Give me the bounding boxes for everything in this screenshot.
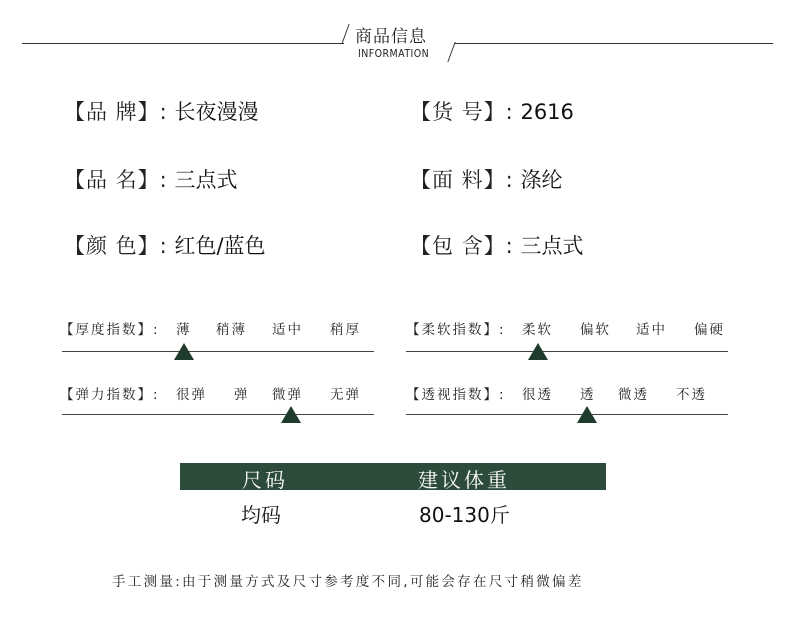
header-rule-right [455, 43, 773, 44]
info-sku [410, 96, 574, 126]
elasticity-scale-line [62, 414, 374, 415]
brand-value: 长夜漫漫 [174, 100, 259, 124]
header-rule-left [22, 43, 344, 44]
info-fabric [410, 164, 562, 194]
thickness-option: 适中 [272, 322, 303, 338]
size-table-header [180, 463, 606, 490]
name-label: 【品 名】: [64, 168, 168, 192]
cell-size: 均码 [241, 503, 281, 527]
elasticity-marker [281, 406, 301, 423]
info-package [410, 230, 583, 260]
transparency-marker [577, 406, 597, 423]
color-value: 红色/蓝色 [174, 234, 266, 258]
softness-index [406, 318, 736, 338]
elasticity-label: 【弹力指数】: [60, 387, 160, 403]
thickness-option: 稍薄 [216, 322, 247, 338]
info-color [64, 230, 266, 260]
measurement-note: 手工测量:由于测量方式及尺寸参考度不同,可能会存在尺寸稍微偏差 [112, 574, 584, 590]
softness-option: 偏硬 [694, 322, 725, 338]
cell-weight: 80-130斤 [419, 503, 510, 527]
thickness-marker [174, 343, 194, 360]
softness-option: 适中 [636, 322, 667, 338]
section-subtitle: INFORMATION [358, 48, 430, 60]
elasticity-index [60, 383, 380, 403]
brand-label: 【品 牌】: [64, 100, 168, 124]
thickness-scale-line [62, 351, 374, 352]
transparency-option: 微透 [618, 387, 649, 403]
header-weight: 建议体重 [418, 468, 510, 492]
softness-option: 偏软 [580, 322, 611, 338]
package-label: 【包 含】: [410, 234, 514, 258]
thickness-label: 【厚度指数】: [60, 322, 160, 338]
thickness-option: 稍厚 [330, 322, 361, 338]
info-brand [64, 96, 258, 126]
elasticity-option: 弹 [234, 387, 250, 403]
sku-label: 【货 号】: [410, 100, 514, 124]
elasticity-option: 微弹 [272, 387, 303, 403]
softness-label: 【柔软指数】: [406, 322, 506, 338]
transparency-label: 【透视指数】: [406, 387, 506, 403]
softness-option: 柔软 [522, 322, 553, 338]
transparency-option: 不透 [676, 387, 707, 403]
transparency-scale-line [406, 414, 728, 415]
package-value: 三点式 [520, 234, 584, 258]
name-value: 三点式 [174, 168, 238, 192]
section-title: 商品信息 [355, 27, 427, 47]
thickness-index [60, 318, 380, 338]
header-slash-left [341, 24, 349, 44]
fabric-label: 【面 料】: [410, 168, 514, 192]
elasticity-option: 很弹 [176, 387, 207, 403]
info-name [64, 164, 237, 194]
transparency-index [406, 383, 736, 403]
softness-scale-line [406, 351, 728, 352]
color-label: 【颜 色】: [64, 234, 168, 258]
fabric-value: 涤纶 [520, 168, 563, 192]
softness-marker [528, 343, 548, 360]
transparency-option: 很透 [522, 387, 553, 403]
transparency-option: 透 [580, 387, 596, 403]
header-size: 尺码 [242, 468, 288, 492]
elasticity-option: 无弹 [330, 387, 361, 403]
sku-value: 2616 [520, 100, 574, 124]
thickness-option: 薄 [176, 322, 192, 338]
header-slash-right [447, 42, 455, 62]
